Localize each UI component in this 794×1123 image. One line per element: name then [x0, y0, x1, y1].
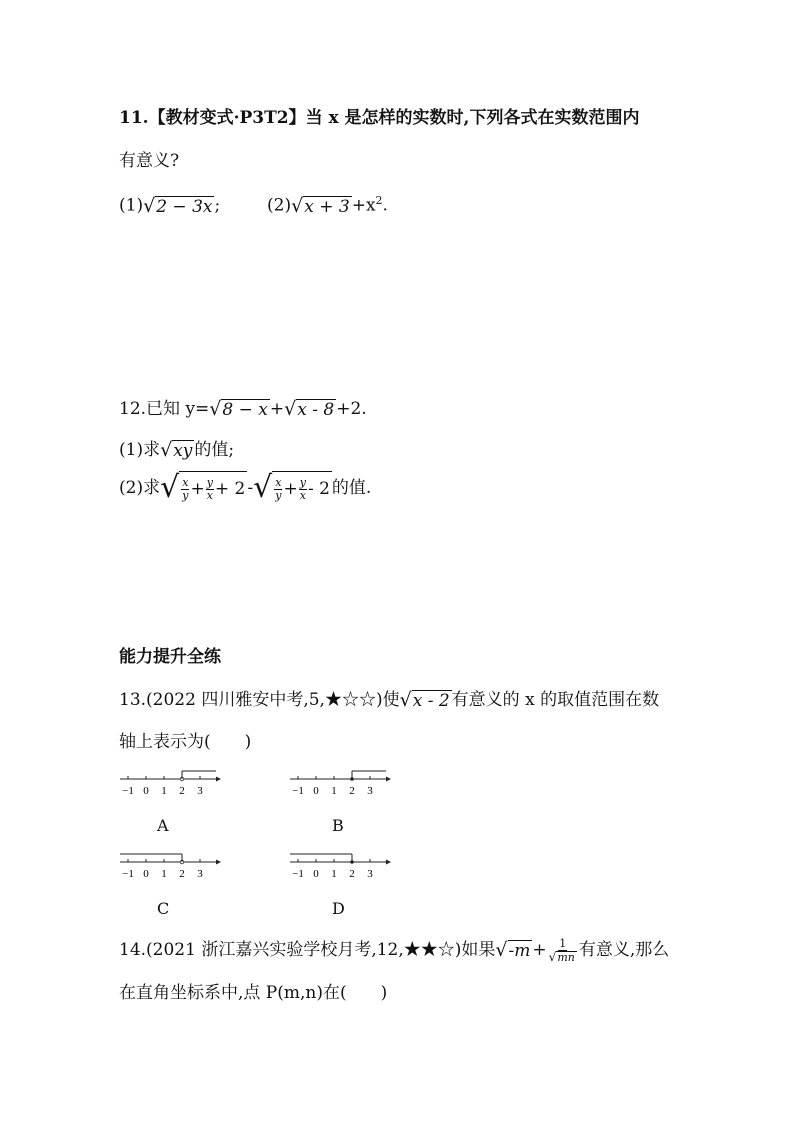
q11-line2: 有意义? — [119, 151, 180, 171]
q12-part1: (1)求 √ xy 的值; — [119, 439, 235, 461]
section-title: 能力提升全练 — [119, 647, 221, 667]
tick-label: 1 — [331, 785, 337, 797]
q11-p1-label: (1) — [119, 195, 144, 216]
tick-label: 2 — [349, 785, 355, 797]
q11-p2-label: (2) — [267, 195, 292, 216]
q14-line1: 14.(2021 浙江嘉兴实验学校月考,12,★★☆)如果 √ -m + 1 √ mn 有意义,那么 — [119, 936, 670, 964]
tick-label: 2 — [179, 785, 185, 797]
tick-label: 0 — [313, 868, 319, 880]
tick-label: 3 — [367, 868, 373, 880]
numberline-a — [118, 768, 222, 798]
q12-radical-xy: √ xy — [160, 439, 193, 461]
tick-label: −1 — [292, 868, 304, 880]
q14-radical-1: √ -m — [495, 939, 531, 961]
q13-radical: √ x - 2 — [399, 689, 450, 711]
tick-label: −1 — [292, 785, 304, 797]
q13-line2: 轴上表示为( ) — [119, 732, 252, 752]
numberline-d — [288, 851, 392, 881]
q13-line1: 13.(2022 四川雅安中考,5,★☆☆)使 √ x - 2 有意义的 x 的取值范围在数 — [119, 689, 660, 711]
tick-label: 0 — [313, 785, 319, 797]
tick-label: 3 — [197, 868, 203, 880]
tick-label: 3 — [367, 785, 373, 797]
q12-part2: (2)求 √ $\frac{x}{y}$ + $\frac{y}{x}$ + 2 - √ $\frac{x}{y}$ + $\frac{y}{x}$ - 2 的值. — [119, 470, 372, 505]
tick-label: −1 — [122, 868, 134, 880]
option-b[interactable]: B — [332, 816, 344, 835]
q14-line2: 在直角坐标系中,点 P(m,n)在( ) — [119, 983, 388, 1003]
option-d[interactable]: D — [332, 899, 345, 918]
q11-parts: (1) √ 2 − 3x ; (2) √ x + 3 $+x^2$. — [119, 194, 388, 217]
option-a[interactable]: A — [157, 816, 169, 835]
tick-label: 1 — [161, 868, 167, 880]
q11-line1 — [119, 107, 639, 129]
q12-radical-2: √ x - 8 — [284, 398, 335, 420]
q12-radical-big-1: √ $\frac{x}{y}$ + $\frac{y}{x}$ + 2 — [160, 470, 246, 505]
q12-stem: 12.已知 y= √ 8 − x + √ x - 8 +2. — [119, 398, 367, 420]
q12-radical-big-2: √ $\frac{x}{y}$ + $\frac{y}{x}$ - 2 — [253, 470, 330, 505]
q11-stem: 11.【教材变式·P3T2】当 x 是怎样的实数时,下列各式在实数范围内 — [119, 108, 640, 128]
numberline-c — [118, 851, 222, 881]
tick-label: −1 — [122, 785, 134, 797]
numberline-b — [288, 768, 392, 798]
tick-label: 2 — [179, 868, 185, 880]
q11-p2-radical: √ x + 3 — [291, 194, 350, 217]
tick-label: 0 — [143, 785, 149, 797]
option-c[interactable]: C — [157, 899, 170, 918]
q14-fraction: 1 √ mn — [548, 936, 575, 964]
tick-label: 1 — [331, 868, 337, 880]
tick-label: 2 — [349, 868, 355, 880]
tick-label: 0 — [143, 868, 149, 880]
tick-label: 3 — [197, 785, 203, 797]
q11-p1-radical: √ 2 − 3x — [143, 194, 213, 217]
q12-radical-1: √ 8 − x — [209, 398, 268, 420]
tick-label: 1 — [161, 785, 167, 797]
